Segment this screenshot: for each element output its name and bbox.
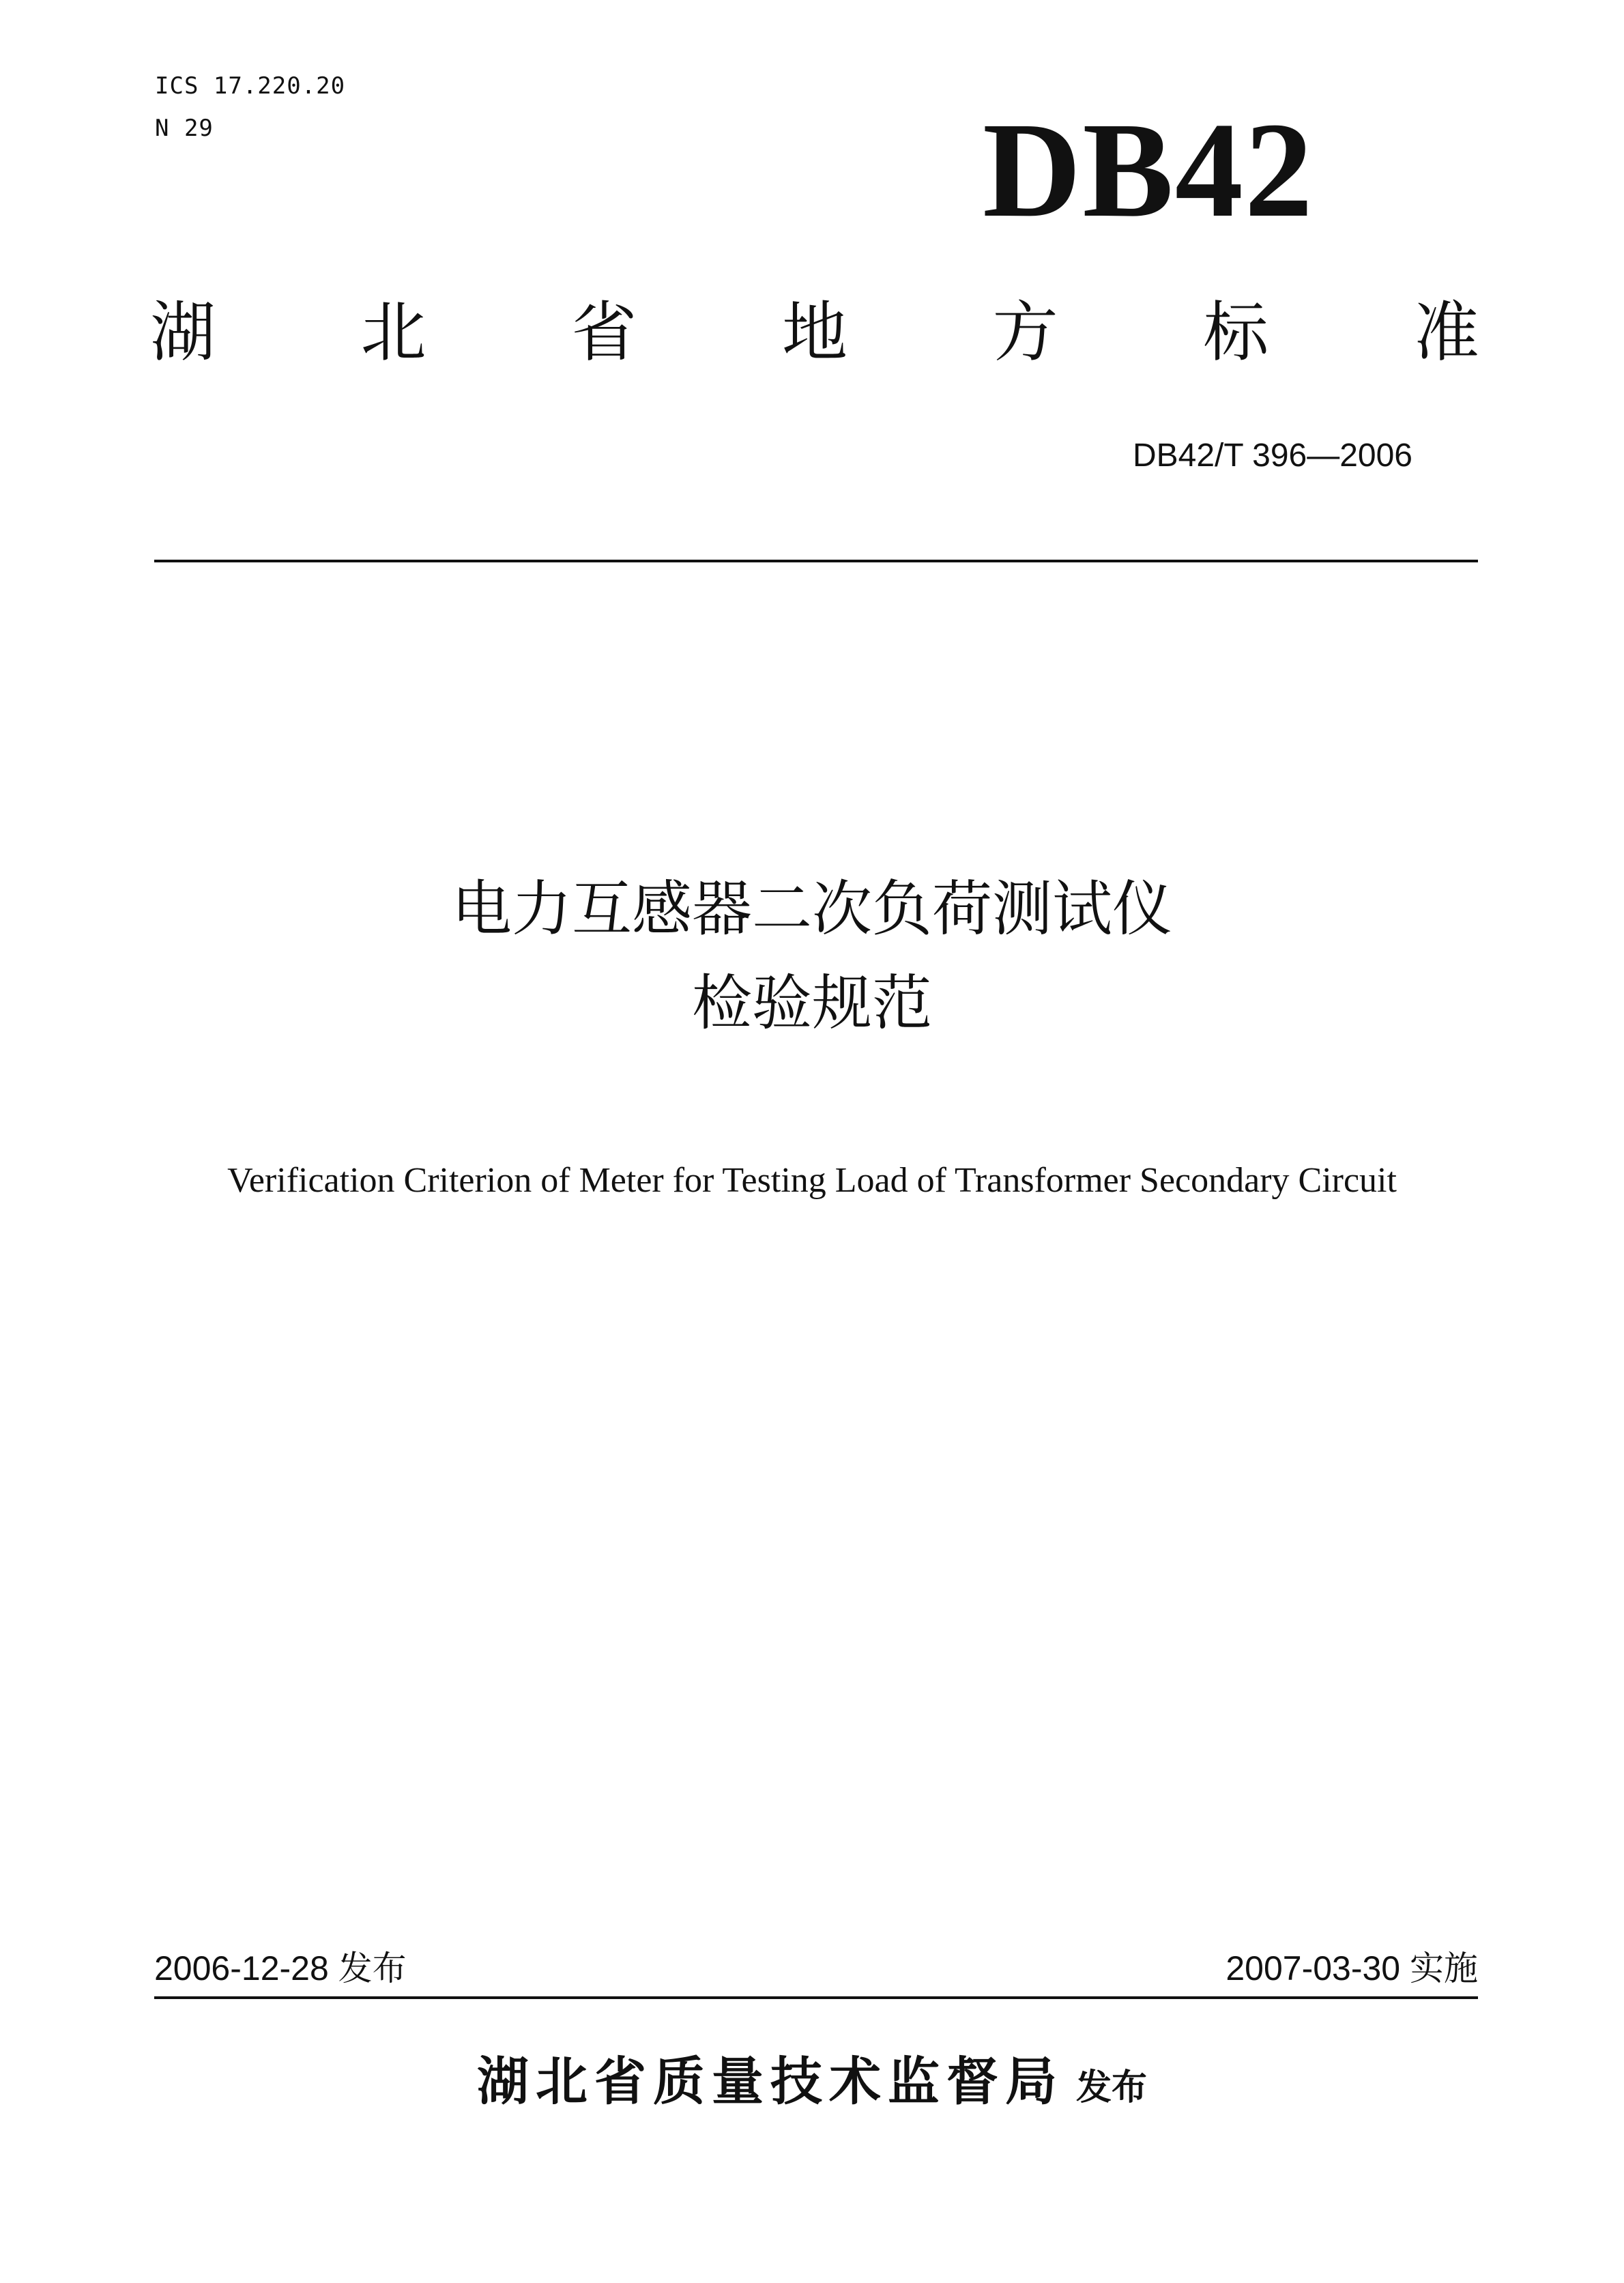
issuer [0,2044,1624,2134]
chinese-title-line-1: 电力互感器二次负荷测试仪 [451,874,1172,944]
category-char: 湖 [150,294,216,371]
category-char: 地 [781,294,847,371]
issuer-name: 湖北省质量技术监督局 [476,2051,1064,2112]
issue-date: 2006-12-28 发布 [154,1949,407,1987]
standard-code-large: DB42 [983,95,1314,246]
standard-number: DB42/T 396—2006 [1132,437,1412,474]
ccs-code: N 29 [155,115,214,142]
chinese-title-line-2: 检验规范 [691,968,932,1038]
category-char: 标 [1203,294,1269,371]
footer-divider [154,1996,1478,1999]
standard-category [150,295,1479,370]
category-char: 准 [1413,294,1479,371]
issuer-suffix: 发布 [1075,2067,1147,2108]
english-title: Verification Criterion of Meter for Testing Load of Transformer Secondary Circuit [227,1161,1397,1200]
category-char: 北 [360,294,426,371]
implementation-date: 2007-03-30 实施 [1226,1949,1478,1987]
category-char: 方 [992,294,1058,371]
ics-code: ICS 17.220.20 [155,72,346,100]
category-char: 省 [571,294,637,371]
header-divider [154,560,1478,562]
